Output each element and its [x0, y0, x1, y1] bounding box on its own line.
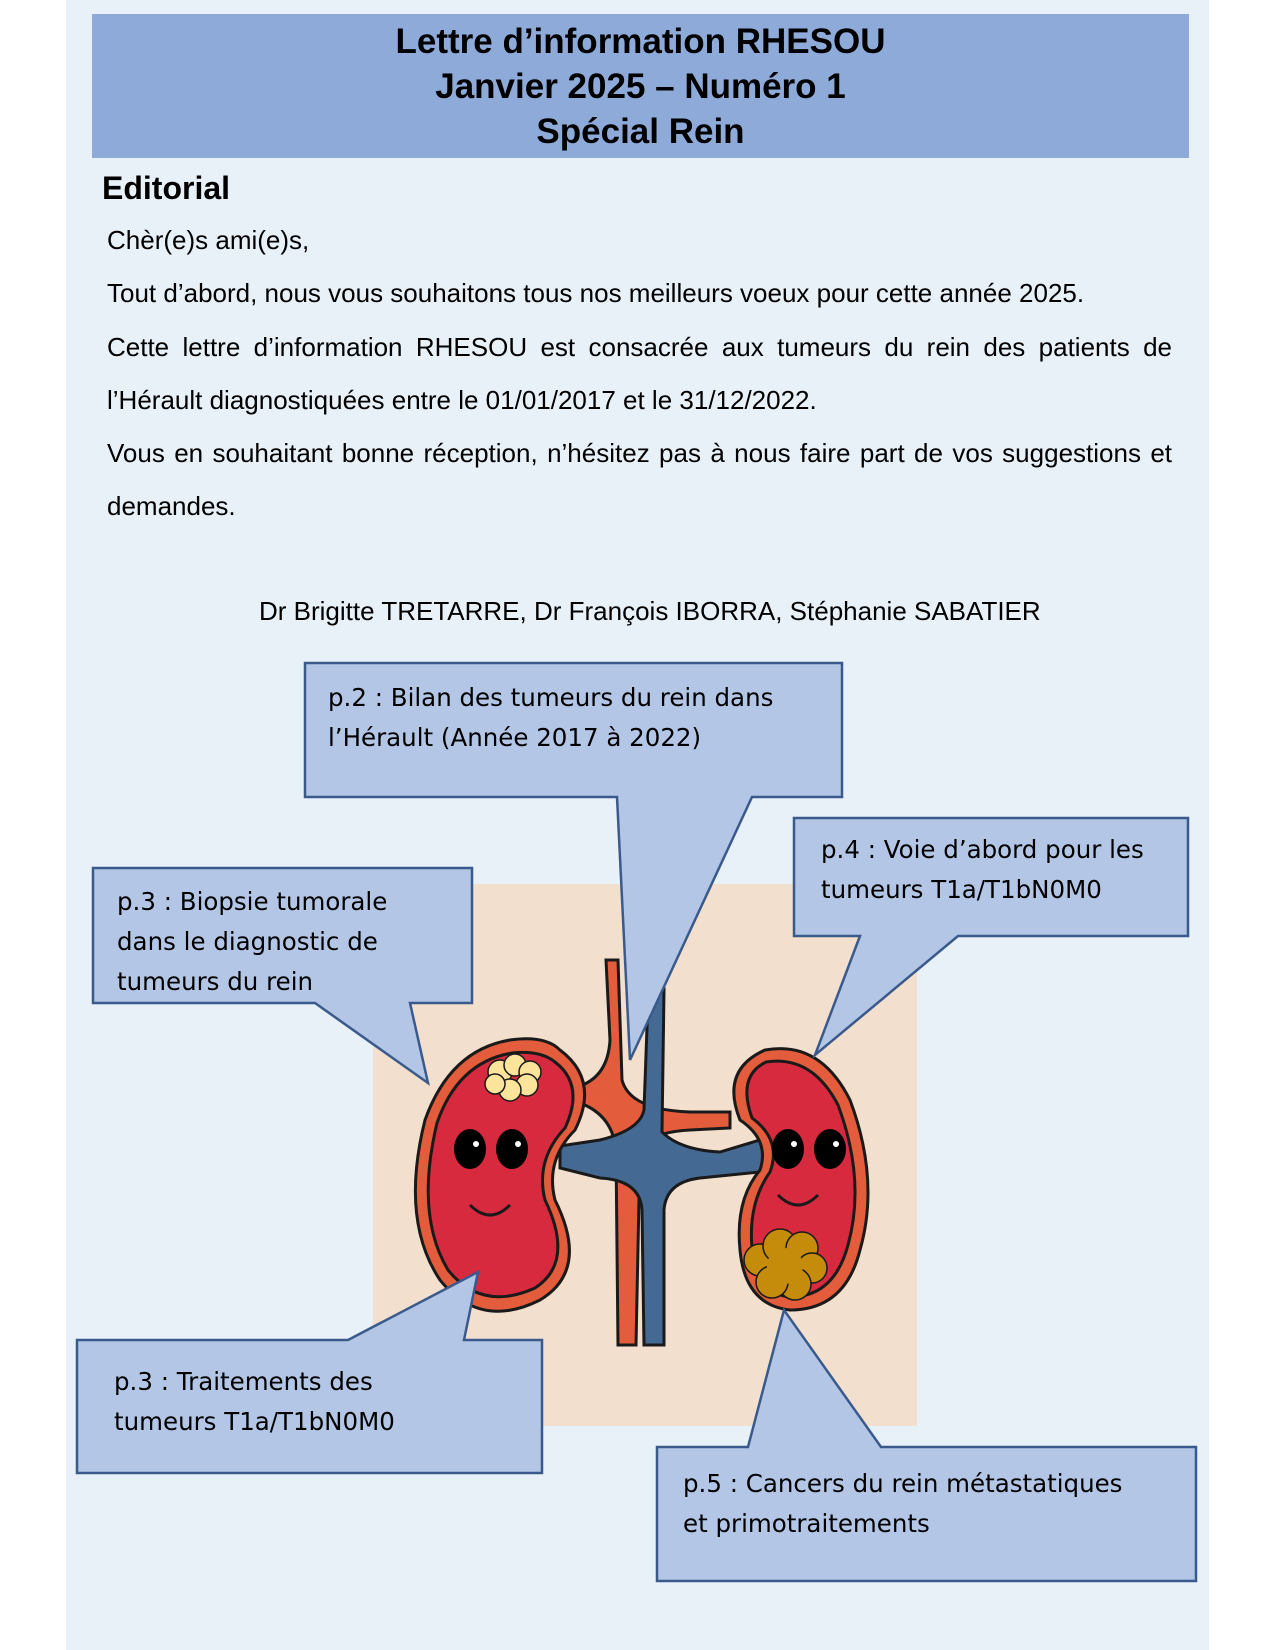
callout-p2-line: p.2 : Bilan des tumeurs du rein dans	[328, 683, 774, 712]
right-eye	[814, 1129, 846, 1169]
header-title: Lettre d’information RHESOU	[395, 21, 886, 61]
callout-p3-biopsy-line: p.3 : Biopsie tumorale	[117, 887, 388, 916]
callout-p3-biopsy[interactable]	[117, 882, 387, 1002]
editorial-paragraph: Cette lettre d’information RHESOU est consacrée aux tumeurs du rein des patients de l’Hérault diagnostiquées entre le 01/01/2017 et le 31/12/2022.	[107, 331, 1172, 415]
callout-p4-line: tumeurs T1a/T1bN0M0	[821, 875, 1102, 904]
callout-p5[interactable]	[683, 1464, 1122, 1544]
callout-p3-biopsy-line: dans le diagnostic de	[117, 927, 378, 956]
callout-p4-line: p.4 : Voie d’abord pour les	[821, 835, 1144, 864]
editorial-paragraph: Vous en souhaitant bonne réception, n’hésitez pas à nous faire part de vos suggestions et demandes.	[107, 438, 1172, 522]
callout-p3-treatment-line: p.3 : Traitements des	[114, 1367, 373, 1396]
callout-p3-treatment[interactable]	[114, 1362, 395, 1442]
editorial-heading: Editorial	[102, 170, 231, 206]
editorial-signature: Dr Brigitte TRETARRE, Dr François IBORRA, Stéphanie SABATIER	[259, 596, 1041, 626]
callout-p4[interactable]	[821, 830, 1144, 910]
callout-p2[interactable]	[328, 678, 773, 758]
callout-p2-line: l’Hérault (Année 2017 à 2022)	[328, 723, 702, 752]
header-subtitle: Spécial Rein	[536, 111, 745, 151]
callout-p3-treatment-line: tumeurs T1a/T1bN0M0	[114, 1407, 395, 1436]
callout-p5-line: et primotraitements	[683, 1509, 930, 1538]
editorial-paragraph: Tout d’abord, nous vous souhaitons tous nos meilleurs voeux pour cette année 2025.	[107, 278, 1085, 309]
left-eye	[772, 1129, 804, 1169]
header-issue: Janvier 2025 – Numéro 1	[435, 66, 846, 106]
right-eye	[496, 1129, 528, 1169]
editorial-greeting: Chèr(e)s ami(e)s,	[107, 225, 310, 255]
callout-p5-line: p.5 : Cancers du rein métastatiques	[683, 1469, 1123, 1498]
callout-p3-biopsy-line: tumeurs du rein	[117, 967, 314, 996]
left-eye	[454, 1129, 486, 1169]
